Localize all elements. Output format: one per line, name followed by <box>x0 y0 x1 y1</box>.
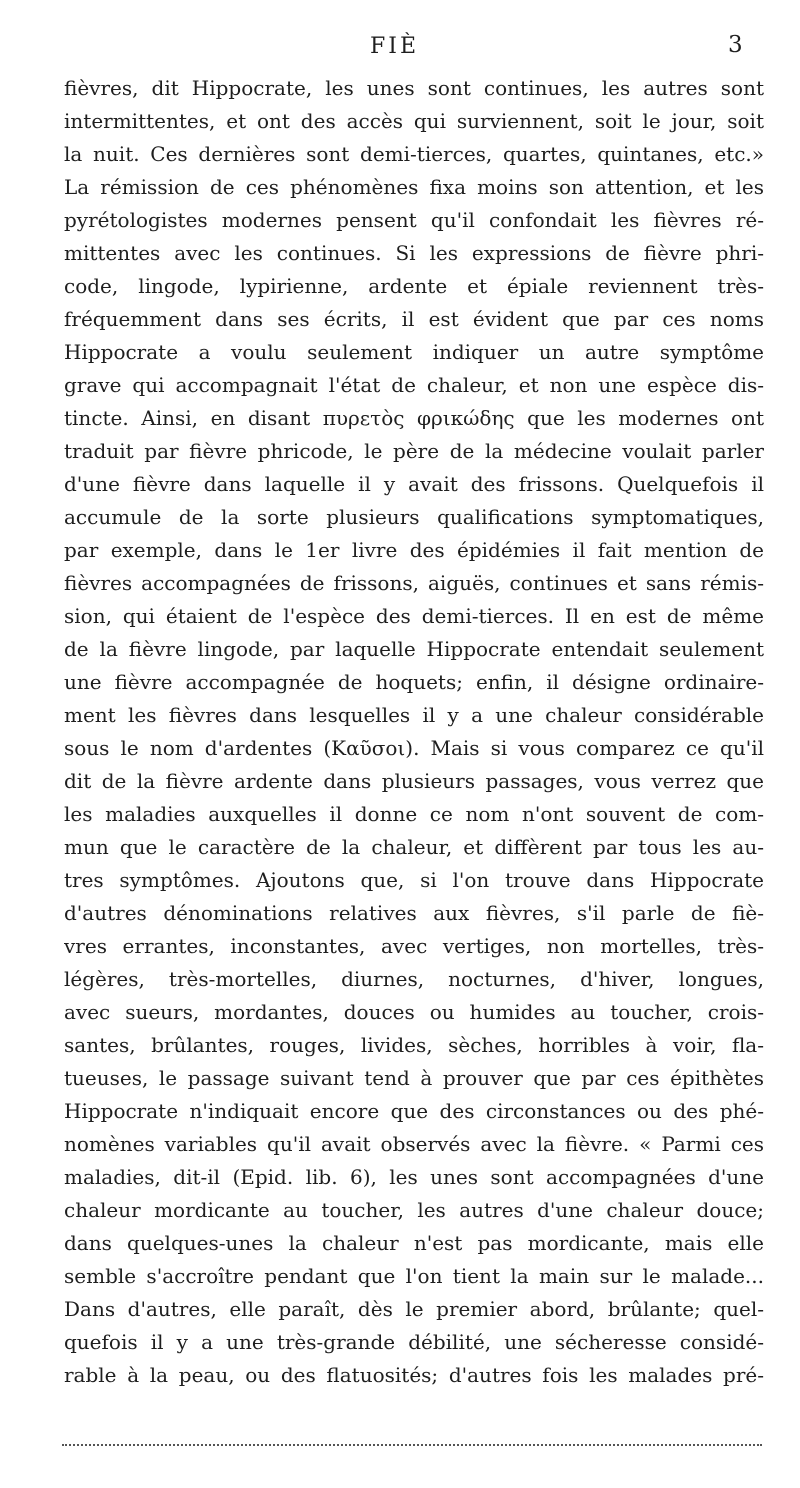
text-line: fièvres accompagnées de frissons, aiguës, continues et sans rémis- <box>64 571 764 595</box>
text-line: ment les fièvres dans lesquelles il y a une chaleur considérable <box>64 703 764 727</box>
text-line: grave qui accompagnait l'état de chaleur, et non une espèce dis- <box>64 373 764 397</box>
text-line: vres errantes, inconstantes, avec vertiges, non mortelles, très- <box>64 934 764 958</box>
text-line: Dans d'autres, elle paraît, dès le premier abord, brûlante; quel- <box>64 1297 764 1321</box>
text-line: pyrétologistes modernes pensent qu'il confondait les fièvres ré- <box>64 208 764 232</box>
text-line: dans quelques-unes la chaleur n'est pas mordicante, mais elle <box>64 1231 764 1255</box>
text-line: tres symptômes. Ajoutons que, si l'on trouve dans Hippocrate <box>64 868 764 892</box>
text-line: Hippocrate a voulu seulement indiquer un autre symptôme <box>64 340 764 364</box>
text-line: sion, qui étaient de l'espèce des demi-tierces. Il en est de même <box>64 604 764 628</box>
text-line: mittentes avec les continues. Si les expressions de fièvre phri- <box>64 241 764 265</box>
text-line: La rémission de ces phénomènes fixa moins son attention, et les <box>64 175 764 199</box>
text-line: mun que le caractère de la chaleur, et diffèrent par tous les au- <box>64 835 764 859</box>
text-line: Hippocrate n'indiquait encore que des circonstances ou des phé- <box>64 1099 764 1123</box>
text-line: la nuit. Ces dernières sont demi-tierces, quartes, quintanes, etc.» <box>64 142 764 166</box>
text-line: semble s'accroître pendant que l'on tient la main sur le malade... <box>64 1264 764 1288</box>
text-line: avec sueurs, mordantes, douces ou humides au toucher, crois- <box>64 1000 764 1024</box>
bottom-dotted-rule <box>62 1444 762 1446</box>
text-line: les maladies auxquelles il donne ce nom n'ont souvent de com- <box>64 802 764 826</box>
text-line: traduit par fièvre phricode, le père de la médecine voulait parler <box>64 439 764 463</box>
text-line: accumule de la sorte plusieurs qualifications symptomatiques, <box>64 505 764 529</box>
text-line: code, lingode, lypirienne, ardente et épiale reviennent très- <box>64 274 764 298</box>
text-line: tueuses, le passage suivant tend à prouver que par ces épithètes <box>64 1066 764 1090</box>
text-line: légères, très-mortelles, diurnes, nocturnes, d'hiver, longues, <box>64 967 764 991</box>
text-line: d'autres dénominations relatives aux fièvres, s'il parle de fiè- <box>64 901 764 925</box>
text-line: intermittentes, et ont des accès qui surviennent, soit le jour, soit <box>64 109 764 133</box>
text-line: santes, brûlantes, rouges, livides, sèches, horribles à voir, fla- <box>64 1033 764 1057</box>
text-line: quefois il y a une très-grande débilité, une sécheresse considé- <box>64 1330 764 1354</box>
text-line: fréquemment dans ses écrits, il est évident que par ces noms <box>64 307 764 331</box>
text-line: dit de la fièvre ardente dans plusieurs passages, vous verrez que <box>64 769 764 793</box>
text-line: par exemple, dans le 1er livre des épidémies il fait mention de <box>64 538 764 562</box>
text-line: maladies, dit-il (Epid. lib. 6), les unes sont accompagnées d'une <box>64 1165 764 1189</box>
page-number: 3 <box>728 32 743 58</box>
text-line: fièvres, dit Hippocrate, les unes sont continues, les autres sont <box>64 76 764 100</box>
text-line: une fièvre accompagnée de hoquets; enfin, il désigne ordinaire- <box>64 670 764 694</box>
text-line: de la fièvre lingode, par laquelle Hippocrate entendait seulement <box>64 637 764 661</box>
text-line: rable à la peau, ou des flatuosités; d'autres fois les malades pré- <box>64 1363 764 1387</box>
text-line: sous le nom d'ardentes (Καῦσοι). Mais si vous comparez ce qu'il <box>64 736 764 760</box>
running-head <box>0 28 800 64</box>
text-line: nomènes variables qu'il avait observés avec la fièvre. « Parmi ces <box>64 1132 764 1156</box>
text-line: d'une fièvre dans laquelle il y avait des frissons. Quelquefois il <box>64 472 764 496</box>
running-title: FIÈ <box>370 34 420 59</box>
text-line: chaleur mordicante au toucher, les autres d'une chaleur douce; <box>64 1198 764 1222</box>
text-line: tincte. Ainsi, en disant πυρετὸς φρικώδης que les modernes ont <box>64 406 764 430</box>
